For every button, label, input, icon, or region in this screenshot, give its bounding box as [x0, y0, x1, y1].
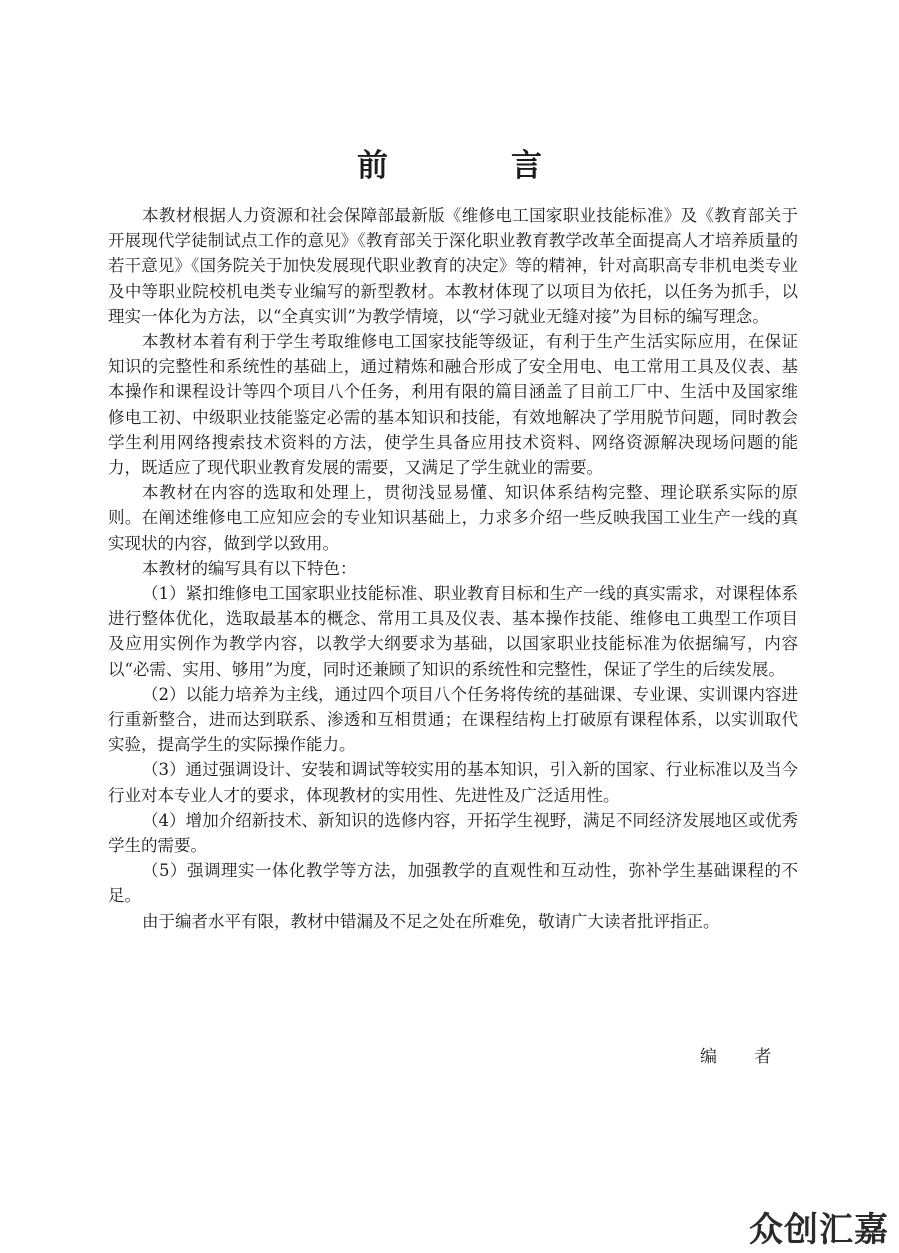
paragraph-goals: 本教材本着有利于学生考取维修电工国家技能等级证，有利于生产生活实际应用，在保证知识的完整性和系统性的基础上，通过精炼和融合形成了安全用电、电工常用工具及仪表、基本操作和课程设计等四个项目八个任务，利用有限的篇目涵盖了目前工厂中、生活中及国家维修电工初、中级职业技能鉴定必需的基本知识和技能，有效地解决了学用脱节问题，同时教会学生利用网络搜索技术资料的方法，使学生具备应用技术资料、网络资源解决现场问题的能力，既适应了现代职业教育发展的需要，又满足了学生就业的需要。 [108, 332, 798, 478]
paragraph-content-selection: 本教材在内容的选取和处理上，贯彻浅显易懂、知识体系结构完整、理论联系实际的原则。在阐述维修电工应知应会的专业知识基础上，力求多介绍一些反映我国工业生产一线的真实现状的内容，做到学以致用。 [108, 483, 798, 553]
page-title: 前 言 [357, 148, 588, 184]
feature-item-3: （3）通过强调设计、安装和调试等较实用的基本知识，引入新的国家、行业标准以及当今行业对本专业人才的要求，体现教材的实用性、先进性及广泛适用性。 [108, 760, 798, 805]
paragraph-features-intro: 本教材的编写具有以下特色： [142, 558, 357, 578]
feature-item-1: （1）紧扣维修电工国家职业技能标准、职业教育目标和生产一线的真实需求，对课程体系进行整体优化，选取最基本的概念、常用工具及仪表、基本操作技能、维修电工典型工作项目及应用实例作为教学内容，以教学大纲要求为基础，以国家职业技能标准为依据编写，内容以“必需、实用、够用”为度，同时还兼顾了知识的系统性和完整性，保证了学生的后续发展。 [108, 584, 798, 679]
feature-item-2: （2）以能力培养为主线，通过四个项目八个任务将传统的基础课、专业课、实训课内容进行重新整合，进而达到联系、渗透和互相贯通；在课程结构上打破原有课程体系，以实训取代实验，提高学生的实际操作能力。 [108, 684, 798, 755]
paragraph-intro: 本教材根据人力资源和社会保障部最新版《维修电工国家职业技能标准》及《教育部关于开展现代学徒制试点工作的意见》《教育部关于深化职业教育教学改革全面提高人才培养质量的若干意见》《国务院关于加快发展现代职业教育的决定》等的精神，针对高职高专非机电类专业及中等职业院校机电类专业编写的新型教材。本教材体现了以项目为依托，以任务为抓手，以理实一体化为方法，以“全真实训”为教学情境，以“学习就业无缝对接”为目标的编写理念。 [108, 206, 798, 326]
author-signature: 编 者 [700, 1047, 788, 1067]
watermark-logo: 众创汇嘉 [749, 1210, 889, 1250]
feature-item-4: （4）增加介绍新技术、新知识的选修内容，开拓学生视野，满足不同经济发展地区或优秀学生的需要。 [108, 810, 798, 856]
paragraph-closing: 由于编者水平有限，教材中错漏及不足之处在所难免，敬请广大读者批评指正。 [142, 911, 720, 931]
preface-body [108, 203, 798, 934]
feature-item-5: （5）强调理实一体化教学等方法，加强教学的直观性和互动性，弥补学生基础课程的不足。 [108, 861, 798, 906]
